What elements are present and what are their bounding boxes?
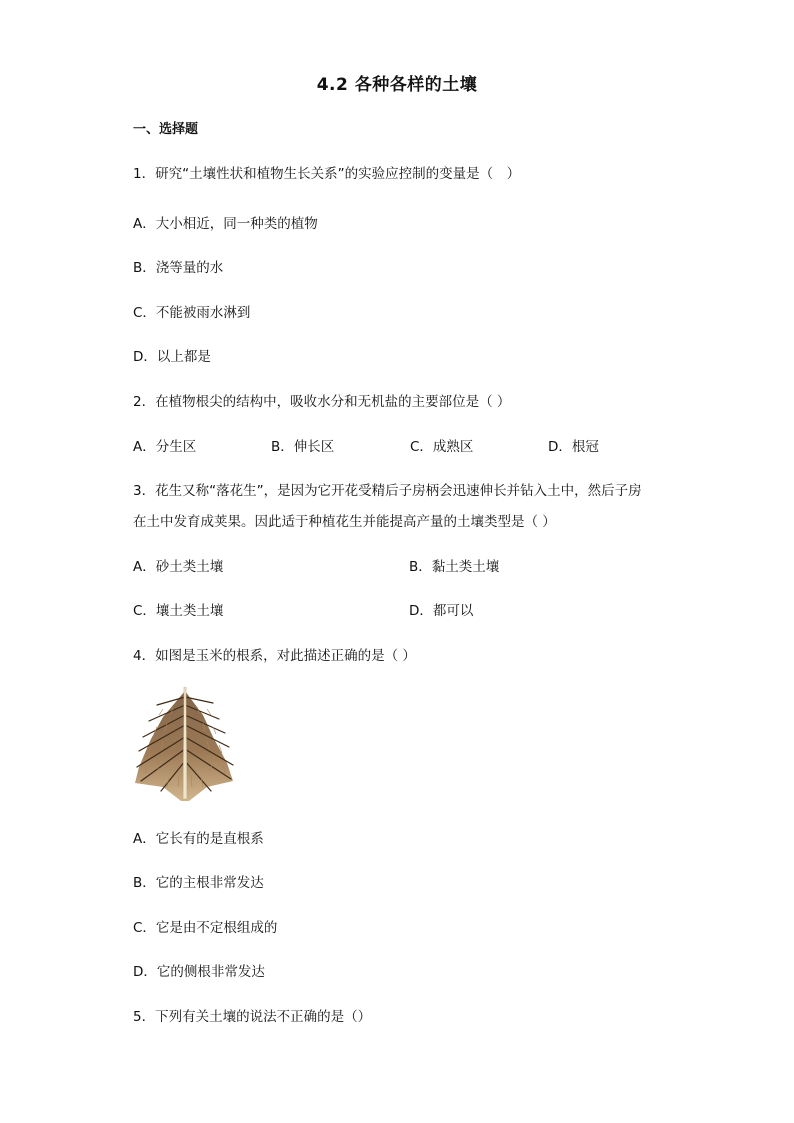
question-1-option-b: B．浇等量的水 bbox=[133, 260, 224, 276]
page-title: 4.2 各种各样的土壤 bbox=[316, 75, 478, 95]
question-3-option-d: D．都可以 bbox=[409, 603, 474, 619]
corn-root-system-icon bbox=[133, 687, 237, 803]
question-3-option-a: A．砂土类土壤 bbox=[133, 559, 224, 575]
question-2-option-b: B．伸长区 bbox=[271, 439, 335, 455]
question-3-stem-line-2: 在土中发育成荚果。因此适于种植花生并能提高产量的土壤类型是（ ） bbox=[133, 514, 556, 530]
question-1-option-a: A．大小相近，同一种类的植物 bbox=[133, 216, 318, 232]
question-4-option-b: B．它的主根非常发达 bbox=[133, 875, 264, 891]
question-2-stem: 2．在植物根尖的结构中，吸收水分和无机盐的主要部位是（ ） bbox=[133, 394, 511, 410]
question-2-option-c: C．成熟区 bbox=[410, 439, 474, 455]
question-4-option-d: D．它的侧根非常发达 bbox=[133, 964, 265, 980]
question-1-option-d: D．以上都是 bbox=[133, 349, 211, 365]
question-3-option-b: B．黏土类土壤 bbox=[409, 559, 500, 575]
question-3-option-c: C．壤土类土壤 bbox=[133, 603, 224, 619]
question-4-option-c: C．它是由不定根组成的 bbox=[133, 920, 278, 936]
question-2-option-a: A．分生区 bbox=[133, 439, 197, 455]
section-heading: 一、选择题 bbox=[133, 122, 199, 137]
question-4-option-a: A．它长有的是直根系 bbox=[133, 831, 264, 847]
question-3-stem-line-1: 3．花生又称“落花生”，是因为它开花受精后子房柄会迅速伸长并钻入土中，然后子房 bbox=[133, 483, 642, 499]
question-2-option-d: D．根冠 bbox=[548, 439, 599, 455]
question-1-stem: 1．研究“土壤性状和植物生长关系”的实验应控制的变量是（ ） bbox=[133, 166, 521, 182]
question-4-stem: 4．如图是玉米的根系，对此描述正确的是（ ） bbox=[133, 648, 416, 664]
question-5-stem: 5．下列有关土壤的说法不正确的是（） bbox=[133, 1009, 372, 1025]
question-1-option-c: C．不能被雨水淋到 bbox=[133, 305, 251, 321]
